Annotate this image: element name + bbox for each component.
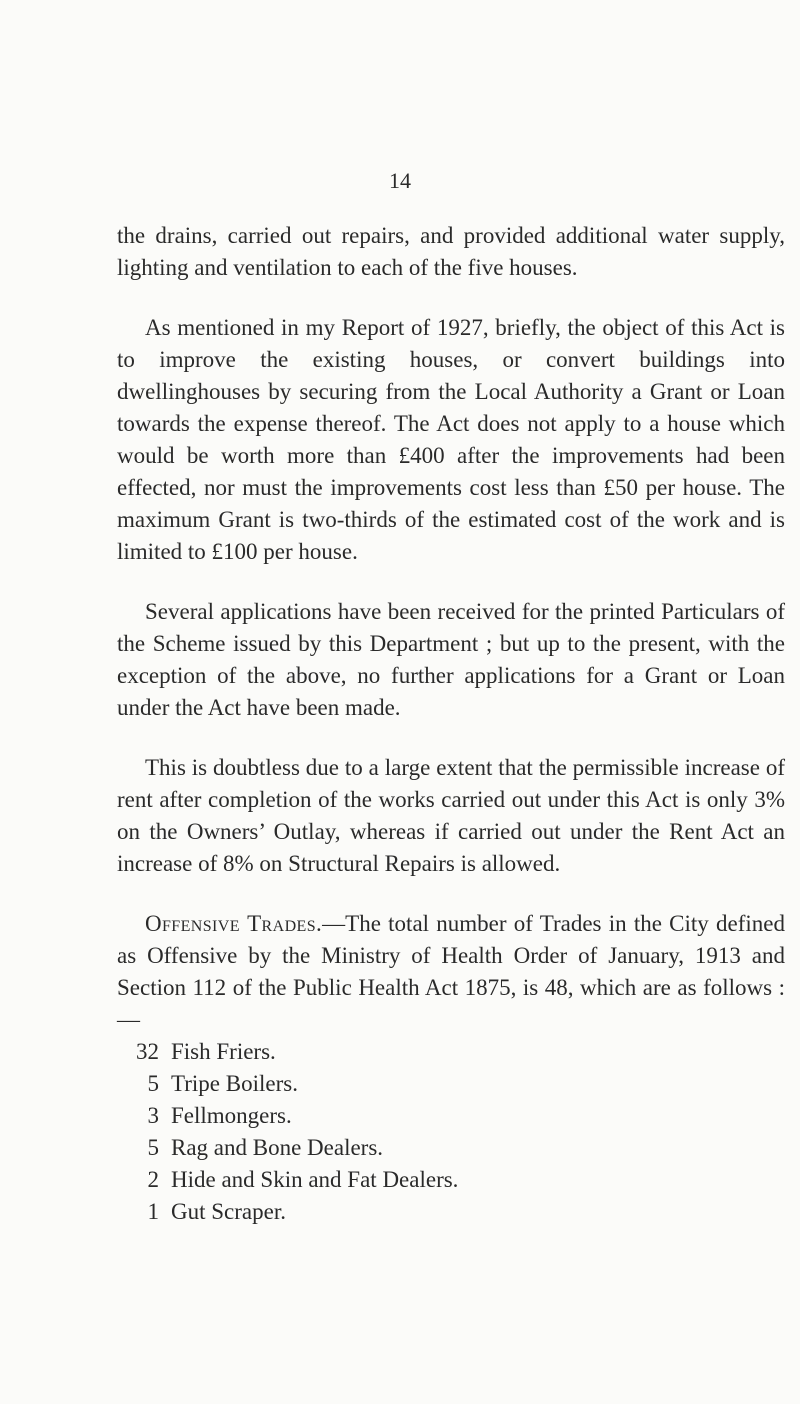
trade-label: Rag and Bone Dealers. [171, 1135, 384, 1160]
trade-label: Hide and Skin and Fat Dealers. [171, 1167, 459, 1192]
list-item [117, 1132, 785, 1164]
list-item [117, 1196, 785, 1228]
section-heading-offensive-trades: Offensive Trades. [145, 911, 323, 936]
trade-count: 32 [136, 1039, 159, 1064]
list-item [117, 1164, 785, 1196]
offensive-trades-list [117, 1036, 785, 1228]
paragraph-drains: the drains, carried out repairs, and provided additional water supply, lighting and ventilation to each of the five houses. [117, 223, 785, 280]
list-item [117, 1036, 785, 1068]
trade-label: Fellmongers. [171, 1103, 292, 1128]
offensive-trades-text: —The total number of Trades in the City defined as Offensive by the Ministry of Health Order of January, 1913 and Section 112 of the Public Health Act 1875, is 48, which are as follows :— [117, 911, 786, 1032]
paragraph-rent-increase: This is doubtless due to a large extent that the permissible increase of rent after completion of the works carried out under this Act is only 3% on the Owners’ Outlay, whereas if carried out under the Rent Act an increase of 8% on Structural Repairs is allowed. [117, 755, 785, 876]
paragraph-applications: Several applications have been received for the printed Particulars of the Scheme issued by this Department ; but up to the present, with the exception of the above, no further applications for a Grant or Loan under the Act have been made. [117, 599, 785, 720]
trade-label: Fish Friers. [171, 1039, 276, 1064]
trade-label: Tripe Boilers. [171, 1071, 298, 1096]
paragraph-offensive-trades [117, 908, 785, 1036]
list-item [117, 1068, 785, 1100]
paragraph-act-object: As mentioned in my Report of 1927, briefly, the object of this Act is to improve the existing houses, or convert buildings into dwellinghouses by securing from the Local Authority a Grant or Loan towards the expense thereof. The Act does not apply to a house which would be worth more than £400 after the improvements had been effected, nor must the improvements cost less than £50 per house. The maximum Grant is two-thirds of the estimated cost of the work and is limited to £100 per house. [117, 315, 785, 564]
trade-count: 5 [147, 1071, 159, 1096]
trade-count: 3 [147, 1103, 159, 1128]
body-text [117, 220, 785, 1228]
list-item [117, 1100, 785, 1132]
trade-count: 5 [147, 1135, 159, 1160]
page-number: 14 [389, 168, 411, 193]
trade-label: Gut Scraper. [171, 1199, 286, 1224]
trade-count: 1 [147, 1199, 159, 1224]
trade-count: 2 [147, 1167, 159, 1192]
